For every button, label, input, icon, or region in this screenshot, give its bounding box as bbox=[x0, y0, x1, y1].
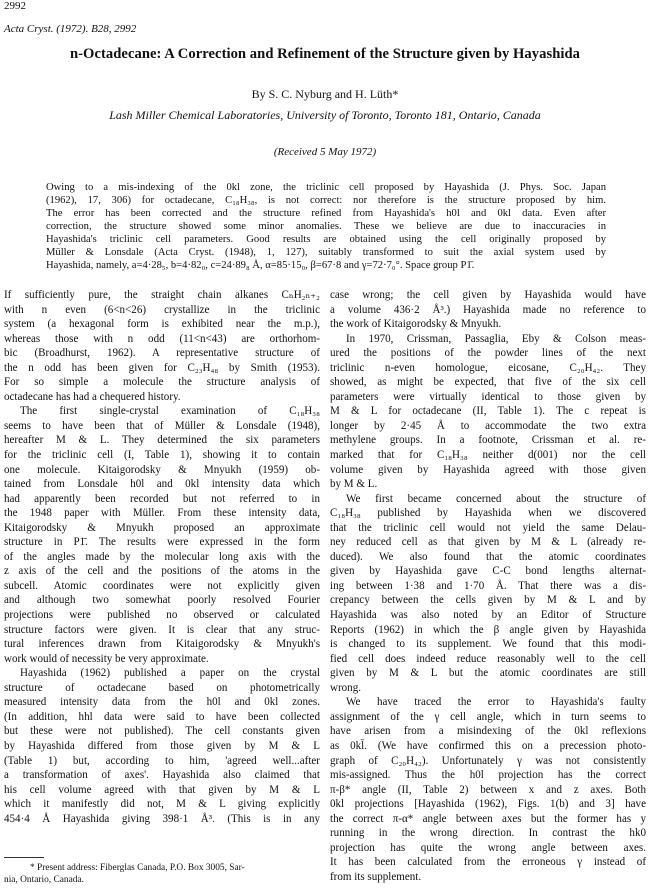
text-line: methylene groups. In a footnote, Crissman et al. re- bbox=[330, 434, 646, 447]
text-line: (Table 1) but, according to him, 'agreed well...after bbox=[4, 754, 320, 767]
text-line: Kitaigorodsky & Mnyukh proposed an approximate bbox=[4, 521, 320, 534]
text-line: duced). We also found that the atomic coordinates bbox=[330, 550, 646, 563]
text-line: a volume 436·2 Å³.) Hayashida made no reference to bbox=[330, 303, 646, 316]
text-line: wrong. bbox=[330, 681, 361, 694]
text-line: tained from Lonsdale h0l and 0kl intensity data which bbox=[4, 478, 320, 491]
text-line: the work of Kitaigorodsky & Mnyukh. bbox=[330, 318, 502, 331]
text-line: whereas those with n odd (11<n<43) are orthorhom- bbox=[4, 332, 320, 345]
text-line: We first became concerned about the structure of bbox=[346, 492, 646, 505]
text-line: with n even (6<n<26) crystallize in the triclinic bbox=[4, 303, 320, 316]
text-line: structure factors were given. It is clear that any struc- bbox=[4, 623, 320, 636]
text-line: fied cell does indeed reduce reasonably well to the cell bbox=[330, 652, 646, 665]
page-number: 2992 bbox=[4, 0, 26, 12]
received-date: (Received 5 May 1972) bbox=[273, 146, 377, 158]
text-line: and although two somewhat poorly resolved Fourier bbox=[4, 594, 320, 607]
text-line: octadecane has had a chequered history. bbox=[4, 390, 181, 403]
text-line: from its supplement. bbox=[330, 870, 422, 883]
abstract bbox=[46, 181, 606, 272]
text-line: (In addition, hhl data were said to have been collected bbox=[4, 710, 320, 723]
article-title: n-Octadecane: A Correction and Refinement of the Structure given by Hayashida bbox=[69, 46, 580, 62]
text-line: Reports (1962) in which the β angle given by Hayashida bbox=[330, 623, 646, 636]
text-line: It has been calculated from the erroneous γ instead of bbox=[330, 856, 646, 869]
text-line: by Hayashida differed from those given by M & L bbox=[4, 739, 320, 752]
footnote-rule bbox=[4, 857, 44, 858]
text-line: the 1948 paper with Müller. From these intensity data, bbox=[4, 507, 320, 520]
abstract-line: (1962), 17, 306) for octadecane, C₁₈H₃₈, is not correct: nor therefore is the structure proposed by him. bbox=[46, 195, 606, 206]
text-line: ing between 1·38 and 1·70 Å. That there was a dis- bbox=[330, 579, 646, 592]
text-line: his cell volume agreed with that given by M & L bbox=[4, 783, 320, 796]
text-line: If sufficiently pure, the straight chain alkanes CₙH₂ₙ₊₂ bbox=[4, 289, 320, 301]
text-line: given by Hayashida gave C-C bond lengths alternat- bbox=[330, 565, 646, 578]
footnote-line: nia, Ontario, Canada. bbox=[4, 875, 84, 885]
affiliation: Lash Miller Chemical Laboratories, University of Toronto, Toronto 181, Ontario, Canada bbox=[109, 108, 541, 122]
left-column bbox=[4, 288, 320, 826]
text-line: projection has quite the wrong angle between axes. bbox=[330, 841, 646, 854]
text-line: a transformation of axes'. Hayashida also claimed that bbox=[4, 769, 320, 782]
text-line: Hayashida was also noted by an Editor of Structure bbox=[330, 609, 646, 622]
footnote-line: * Present address: Fiberglas Canada, P.O. Box 3005, Sar- bbox=[30, 863, 245, 873]
text-line: Hayashida (1962) published a paper on the crystal bbox=[20, 667, 320, 680]
text-line: tural inferences drawn from Kitaigorodsky & Mnyukh's bbox=[4, 638, 320, 651]
authors: By S. C. Nyburg and H. Lüth* bbox=[251, 87, 399, 101]
text-line: seems to have been that of Müller & Lonsdale (1948), bbox=[4, 419, 320, 432]
abstract-line: Hayashida's triclinic cell parameters. Good results are obtained using the cell originally proposed by bbox=[46, 234, 606, 245]
text-line: for the triclinic cell (I, Table 1), showing it to contain bbox=[4, 449, 320, 462]
text-line: system (a hexagonal form is exhibited near the m.p.), bbox=[4, 318, 320, 331]
text-line: mis-assigned. Thus the h0l projection has the correct bbox=[330, 769, 646, 782]
text-line: parameters were virtually identical to those given by bbox=[330, 390, 646, 403]
text-line: crepancy between the cells given by M & L and by bbox=[330, 594, 646, 607]
text-line: of the angles made by the molecular long axis with the bbox=[4, 550, 320, 563]
text-line: by M & L. bbox=[330, 478, 378, 491]
text-line: running in the wrong direction. In contrast the hk0 bbox=[330, 827, 646, 840]
text-line: assignment of the γ cell angle, which in turn seems to bbox=[330, 710, 646, 723]
text-line: projections were published no observed or calculated bbox=[4, 609, 320, 622]
abstract-line: Owing to a mis-indexing of the 0kl zone, the triclinic cell proposed by Hayashida (J. Phys. Soc. Japan bbox=[46, 182, 606, 193]
text-line: the correct π-α* angle between axes but the former has y bbox=[330, 812, 646, 825]
text-line: z axis of the cell and the positions of the atoms in the bbox=[4, 565, 320, 578]
text-line: In 1970, Crissman, Passaglia, Eby & Colson meas- bbox=[346, 332, 646, 345]
text-line: For so simple a molecule the structure analysis of bbox=[4, 376, 320, 389]
text-line: the n odd has been given for C₂₃H₄₈ by Smith (1953). bbox=[4, 361, 320, 374]
text-line: as 0kl̄. (We have confirmed this on a precession photo- bbox=[330, 739, 646, 752]
abstract-line: Müller & Lonsdale (Acta Cryst. (1948), 1, 127), suitably transformed to suit the axial system used by bbox=[46, 247, 606, 258]
text-line: subcell. Atomic coordinates were not explicitly given bbox=[4, 579, 320, 592]
text-line: longer by 2·45 Å to accommodate the two extra bbox=[330, 419, 646, 432]
text-line: which it manifestly did not, M & L giving explicitly bbox=[4, 798, 320, 811]
text-line: but these were not published). The cell constants given bbox=[4, 725, 320, 738]
text-line: marked that for C₁₈H₃₈ neither d(001) nor the cell bbox=[330, 449, 646, 462]
text-line: 0kl projections [Hayashida (1962), Figs. 1(b) and 3] have bbox=[330, 798, 646, 811]
text-line: one molecule. Kitaigorodsky & Mnyukh (1959) ob- bbox=[4, 463, 320, 476]
text-line: showed, as might be expected, that five of the six cell bbox=[330, 376, 646, 389]
text-line: ney reduced cell as that given by M & L (already re- bbox=[330, 536, 646, 549]
text-line: case wrong; the cell given by Hayashida would have bbox=[330, 289, 646, 301]
text-line: have arisen from a misindexing of the 0kl reflexions bbox=[330, 725, 646, 738]
text-line: hereafter M & L. They determined the six parameters bbox=[4, 434, 320, 447]
text-line: had apparently been recorded but not referred to in bbox=[4, 492, 320, 505]
abstract-line: Hayashida, namely, a=4·28₅, b=4·82₀, c=24·89₈ Å, α=85·15₀, β=67·8 and γ=72·7₀°. Space group P1̄. bbox=[46, 260, 475, 271]
text-line: graph of C₂₀H₄₂). Unfortunately γ was not consistently bbox=[330, 754, 646, 767]
text-line: is changed to its supplement. We found that this modi- bbox=[330, 638, 646, 651]
text-line: M & L for octadecane (II, Table 1). The c repeat is bbox=[330, 405, 646, 418]
right-column bbox=[330, 288, 646, 884]
abstract-line: correction, the structure showed some minor anomalies. These we believe are due to inaccuracies in bbox=[46, 221, 606, 232]
text-line: measured intensity data from the h0l and 0kl zones. bbox=[4, 696, 320, 709]
text-line: structure in P1̄. The results were expressed in the form bbox=[4, 536, 320, 549]
footnote bbox=[4, 862, 320, 886]
text-line: C₁₈H₃₈ published by Hayashida when we discovered bbox=[330, 507, 646, 520]
text-line: volume given by Hayashida agreed with those given bbox=[330, 463, 646, 476]
text-line: The first single-crystal examination of C₁₈H₃₈ bbox=[20, 405, 320, 418]
text-line: bic (Broadhurst, 1962). A representative structure of bbox=[4, 347, 320, 360]
journal-citation: Acta Cryst. (1972). B28, 2992 bbox=[4, 23, 137, 35]
text-line: triclinic n-even homologue, eicosane, C₂₀H₄₂. They bbox=[330, 361, 646, 374]
text-line: We have traced the error to Hayashida's faulty bbox=[346, 696, 646, 709]
text-line: 454·4 Å Hayashida giving 398·1 Å³. (This is in any bbox=[4, 812, 320, 825]
text-line: given by M & L but the atomic coordinates are still bbox=[330, 667, 646, 680]
text-line: π-β* angle (II, Table 2) between x and z axes. Both bbox=[330, 783, 646, 796]
abstract-line: The error has been corrected and the structure refined from Hayashida's h0l and 0kl data. Even after bbox=[46, 208, 606, 219]
text-line: structure of octadecane based on photometrically bbox=[4, 681, 320, 694]
text-line: work would of necessity be very approximate. bbox=[4, 652, 209, 665]
text-line: ured the positions of the powder lines of the next bbox=[330, 347, 646, 360]
text-line: that the triclinic cell would not yield the same Delau- bbox=[330, 521, 646, 534]
